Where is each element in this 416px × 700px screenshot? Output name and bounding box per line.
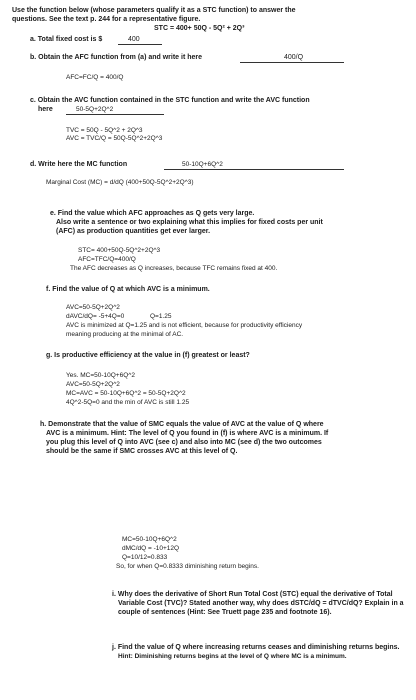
question-a: a. Total fixed cost is $ xyxy=(30,36,103,43)
question-i-line-1: i. Why does the derivative of Short Run Total Cost (STC) equal the derivative of Total xyxy=(112,591,393,598)
intro-line-2: questions. See the text p. 244 for a representative figure. xyxy=(12,16,201,23)
question-g: g. Is productive efficiency at the value in (f) greatest or least? xyxy=(46,352,250,359)
work-f-3: AVC is minimized at Q=1.25 and is not efficient, because for productivity efficiency xyxy=(66,322,303,329)
question-h-line-1: h. Demonstrate that the value of SMC equals the value of AVC at the value of Q where xyxy=(40,421,324,428)
stc-formula: STC = 400+ 50Q - 5Q² + 2Q³ xyxy=(154,25,245,32)
work-h-1: MC=50-10Q+6Q^2 xyxy=(122,536,177,543)
question-i-line-2: Variable Cost (TVC)? Stated another way, why does dSTC/dQ = dTVC/dQ? Explain in a xyxy=(118,600,404,607)
question-f: f. Find the value of Q at which AVC is a minimum. xyxy=(46,286,210,293)
question-h-line-2: AVC is a minimum. Hint: The level of Q you found in (f) is where AVC is a minimum. If xyxy=(46,430,329,437)
question-d: d. Write here the MC function xyxy=(30,161,128,168)
work-g-3: MC=AVC = 50-10Q+6Q^2 = 50-5Q+2Q^2 xyxy=(66,390,186,397)
work-g-4: 4Q^2-5Q=0 and the min of AVC is still 1.25 xyxy=(66,399,190,406)
work-e-2: AFC=TFC/Q=400/Q xyxy=(78,256,136,263)
answer-c-underline xyxy=(66,114,164,115)
answer-c: 50-5Q+2Q^2 xyxy=(76,106,114,113)
question-h-line-4: should be the same if SMC crosses AVC at this level of Q. xyxy=(46,448,238,455)
work-f-2b: Q=1.25 xyxy=(150,313,172,320)
work-e-3: The AFC decreases as Q increases, because TFC remains fixed at 400. xyxy=(70,265,278,272)
question-e-line-2: Also write a sentence or two explaining what this implies for fixed costs per unit xyxy=(56,219,323,226)
work-b: AFC=FC/Q = 400/Q xyxy=(66,74,124,81)
work-f-2a: dAVC/dQ= -5+4Q=0 xyxy=(66,313,125,320)
question-h-line-3: you plug this level of Q into AVC (see c) and also into MC (see d) the two outcomes xyxy=(46,439,322,446)
answer-a-underline xyxy=(118,44,162,45)
work-g-2: AVC=50-5Q+2Q^2 xyxy=(66,381,120,388)
question-e-line-1: e. Find the value which AFC approaches as Q gets very large. xyxy=(50,210,255,217)
work-e-1: STC= 400+50Q-5Q^2+2Q^3 xyxy=(78,247,161,254)
answer-b: 400/Q xyxy=(284,54,304,61)
answer-a: 400 xyxy=(128,36,140,43)
answer-d: 50-10Q+6Q^2 xyxy=(182,161,223,168)
work-c-2: AVC = TVC/Q = 50Q-5Q^2+2Q^3 xyxy=(66,135,163,142)
work-c-1: TVC = 50Q - 5Q^2 + 2Q^3 xyxy=(66,127,143,134)
question-i-line-3: couple of sentences (Hint: See Truett page 235 and footnote 16). xyxy=(118,609,332,616)
work-h-3: Q=10/12=0.833 xyxy=(122,554,168,561)
question-e-line-3: (AFC) as production quantities get ever larger. xyxy=(56,228,211,235)
question-b: b. Obtain the AFC function from (a) and write it here xyxy=(30,54,203,61)
question-c-line-2: here xyxy=(38,106,53,113)
work-f-1: AVC=50-5Q+2Q^2 xyxy=(66,304,120,311)
work-f-4: meaning producing at the minimal of AC. xyxy=(66,331,184,338)
answer-b-underline xyxy=(240,62,344,63)
question-j-line-1: j. Find the value of Q where increasing returns ceases and diminishing returns begins. xyxy=(112,644,400,651)
question-c-line-1: c. Obtain the AVC function contained in the STC function and write the AVC function xyxy=(30,97,310,104)
question-j-line-2: Hint: Diminishing returns begins at the level of Q where MC is a minimum. xyxy=(118,653,347,660)
work-h-4: So, for when Q=0.8333 diminishing return begins. xyxy=(116,563,259,570)
work-h-2: dMC/dQ = -10+12Q xyxy=(122,545,180,552)
answer-d-underline xyxy=(164,169,344,170)
intro-line-1: Use the function below (whose parameters qualify it as a STC function) to answer the xyxy=(12,7,296,14)
work-d: Marginal Cost (MC) = d/dQ (400+50Q-5Q^2+2Q^3) xyxy=(46,179,194,186)
work-g-1: Yes. MC=50-10Q+6Q^2 xyxy=(66,372,135,379)
